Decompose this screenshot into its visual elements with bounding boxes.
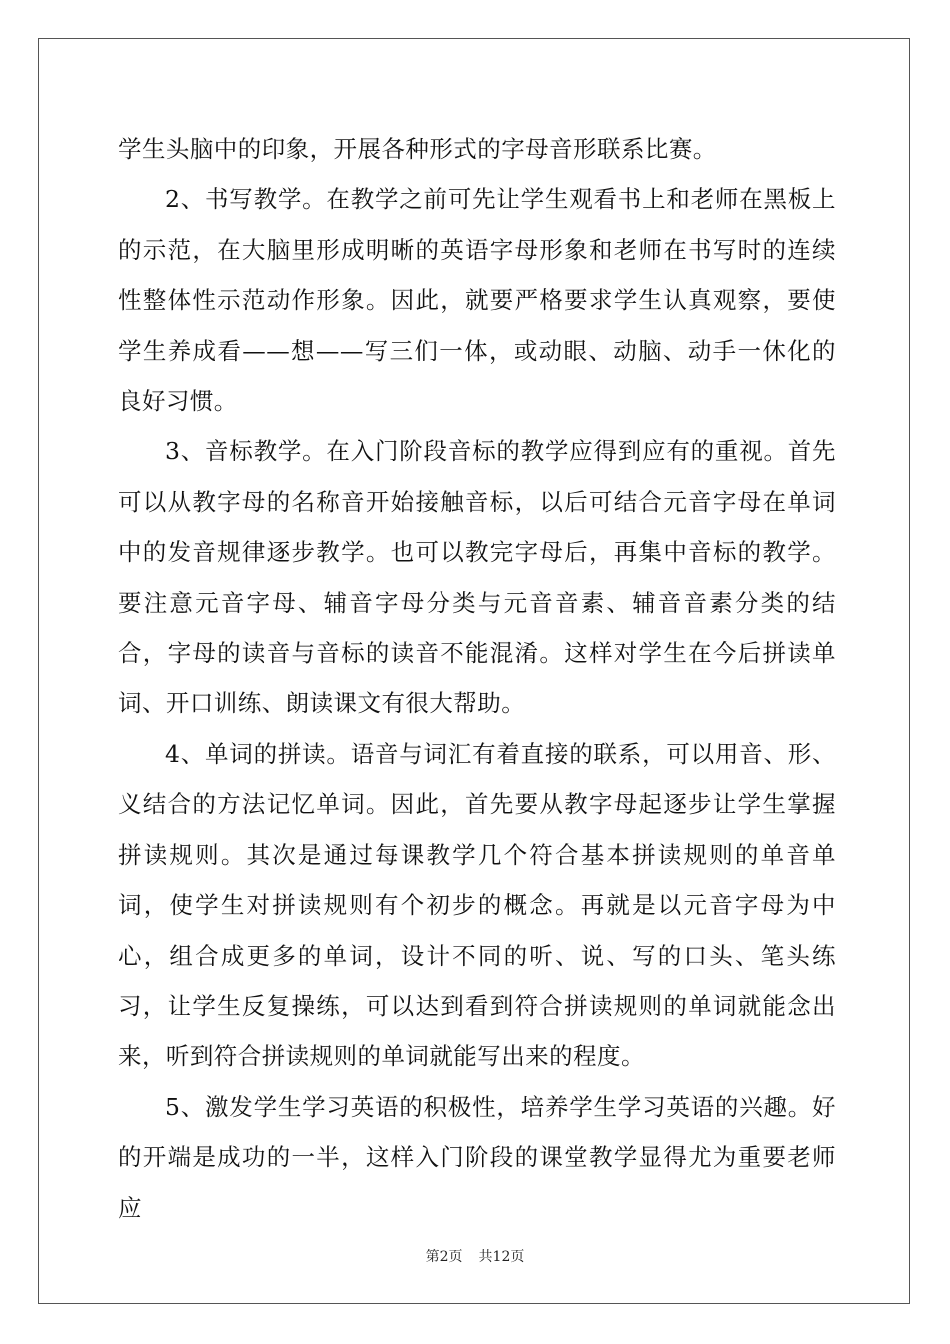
- page-number-current: 第2页: [425, 1249, 463, 1265]
- paragraph-phonetic-teaching: 3、音标教学。在入门阶段音标的教学应得到应有的重视。首先可以从教字母的名称音开始接触音标，以后可结合元音字母在单词中的发音规律逐步教学。也可以教完字母后，再集中音标的教学。要注意元音字母、辅音字母分类与元音音素、辅音音素分类的结合，字母的读音与音标的读音不能混淆。这样对学生在今后拼读单词、开口训练、朗读课文有很大帮助。: [118, 437, 836, 718]
- paragraph-word-spelling: 4、单词的拼读。语音与词汇有着直接的联系，可以用音、形、义结合的方法记忆单词。因此，首先要从教字母起逐步让学生掌握拼读规则。其次是通过每课教学几个符合基本拼读规则的单音单词，使学生对拼读规则有个初步的概念。再就是以元音字母为中心，组合成更多的单词，设计不同的听、说、写的口头、笔头练习，让学生反复操练，可以达到看到符合拼读规则的单词就能念出来，听到符合拼读规则的单词就能写出来的程度。: [118, 739, 836, 1071]
- document-body: [118, 124, 836, 1233]
- page-footer: [0, 1246, 950, 1266]
- paragraph-motivation: 5、激发学生学习英语的积极性，培养学生学习英语的兴趣。好的开端是成功的一半，这样入门阶段的课堂教学显得尤为重要老师应: [118, 1092, 836, 1222]
- paragraph-writing-teaching: 2、书写教学。在教学之前可先让学生观看书上和老师在黑板上的示范，在大脑里形成明晰的英语字母形象和老师在书写时的连续性整体性示范动作形象。因此，就要严格要求学生认真观察，要使学生养成看——想——写三们一体，或动眼、动脑、动手一休化的良好习惯。: [118, 185, 836, 416]
- paragraph-continuation: 学生头脑中的印象，开展各种形式的字母音形联系比赛。: [118, 135, 717, 163]
- page-number-total: 共12页: [478, 1249, 525, 1265]
